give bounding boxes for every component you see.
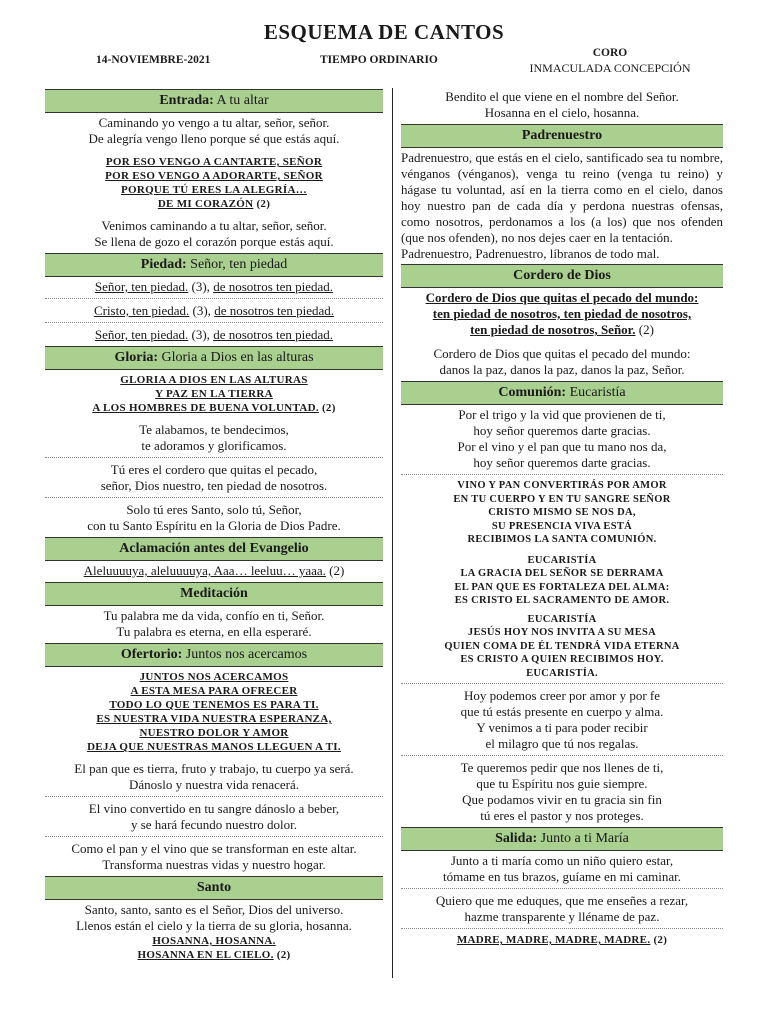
cordero-verse: Cordero de Dios que quitas el pecado del mundo: danos la paz, danos la paz, danos la paz, Señor. [433,346,691,377]
cordero-refrain: Cordero de Dios que quitas el pecado del mundo: ten piedad de nosotros, ten piedad de nosotros, ten piedad de nosotros, Señor. (2) [425,290,699,337]
salida-refrain: MADRE, MADRE, MADRE, MADRE. (2) [456,934,668,946]
gloria-refrain: GLORIA A DIOS EN LAS ALTURAS Y PAZ EN LA TIERRA A LOS HOMBRES DE BUENA VOLUNTAD. (2) [92,374,336,414]
choir-name: INMACULADA CONCEPCIÓN [529,61,691,75]
section-header-comunion: Comunión: Eucaristía [401,381,723,405]
comunion-refrain-2: EUCARISTÍA LA GRACIA DEL SEÑOR SE DERRAMA EL PAN QUE ES FORTALEZA DEL ALMA: ES CRISTO EL SACRAMENTO DE AMOR. [454,554,670,606]
section-header-ofertorio: Ofertorio: Juntos nos acercamos [45,643,383,667]
gloria-verse-2: Tú eres el cordero que quitas el pecado, señor, Dios nuestro, ten piedad de nosotros. [45,458,383,498]
santo-refrain: HOSANNA, HOSANNA. HOSANNA EN EL CIELO. (2) [137,935,291,961]
salida-verse-1: Junto a ti maría como un niño quiero estar, tómame en tus brazos, guíame en mi caminar. [401,851,723,889]
entrada-verse-1: Caminando yo vengo a tu altar, señor, señor. De alegría vengo lleno porque sé que estás aquí. [88,115,340,146]
left-column [45,89,383,965]
comunion-verse-1: Por el trigo y la vid que provienen de ti, hoy señor queremos darte gracias. Por el vino y el pan que tu mano nos da, hoy señor queremos darte gracias. [401,405,723,475]
ofertorio-verse-1: El pan que es tierra, fruto y trabajo, tu cuerpo ya será. Dánoslo y nuestra vida renacerá. [45,757,383,797]
section-header-piedad: Piedad: Señor, ten piedad [45,253,383,277]
comunion-refrain-1: VINO Y PAN CONVERTIRÁS POR AMOR EN TU CUERPO Y EN TU SANGRE SEÑOR CRISTO MISMO SE NOS DA, SU PRESENCIA VIVA ESTÁ RECIBIMOS LA SANTA COMUNIÓN. [453,480,671,545]
entrada-refrain: POR ESO VENGO A CANTARTE, SEÑOR POR ESO VENGO A ADORARTE, SEÑOR PORQUE TÚ ERES LA ALEGRÍA… DE MI CORAZÓN (2) [105,156,323,210]
aclamacion-text: Aleluuuuya, aleluuuuya, Aaa… leeluu… yaaa. (2) [83,563,345,578]
piedad-line-1: Señor, ten piedad. (3), de nosotros ten piedad. [45,277,383,299]
section-header-salida: Salida: Junto a ti María [401,827,723,851]
section-header-cordero: Cordero de Dios [401,264,723,288]
gloria-verse-1: Te alabamos, te bendecimos, te adoramos y glorificamos. [45,418,383,458]
column-divider [392,88,393,978]
padrenuestro-text: Padrenuestro, que estás en el cielo, santificado sea tu nombre, vénganos (vénganos), venga tu reino (venga tu reino) y hágase tu voluntad, así en la tierra como en el cielo, danos hoy nuestro pan de cada día y perdona nuestras ofensas, como nosotros, perdonamos a los (a los) que nos ofenden (que nos ofenden), no nos dejes caer en la tentación. Padrenuestro, Padrenuestro, líbranos de todo mal. [401,150,723,261]
choir-info [505,46,715,76]
section-header-gloria: Gloria: Gloria a Dios en las alturas [45,346,383,370]
ofertorio-verse-3: Como el pan y el vino que se transforman en este altar. Transforma nuestras vidas y nuestro hogar. [71,841,357,872]
gloria-verse-3: Solo tú eres Santo, solo tú, Señor, con tu Santo Espíritu en la Gloria de Dios Padre. [87,502,341,533]
section-header-padrenuestro: Padrenuestro [401,124,723,148]
piedad-line-3: Señor, ten piedad. (3), de nosotros ten piedad. [94,327,334,342]
comunion-refrain-3: EUCARISTÍA JESÚS HOY NOS INVITA A SU MESA QUIEN COMA DE ÉL TENDRÁ VIDA ETERNA ES CRISTO A QUIEN RECIBIMOS HOY. EUCARISTÍA. [401,611,723,685]
piedad-line-2: Cristo, ten piedad. (3), de nosotros ten piedad. [45,299,383,323]
section-header-santo: Santo [45,876,383,900]
section-header-meditacion: Meditación [45,582,383,606]
ofertorio-refrain: JUNTOS NOS ACERCAMOS A ESTA MESA PARA OFRECER TODO LO QUE TENEMOS ES PARA TI. ES NUESTRA VIDA NUESTRA ESPERANZA, NUESTRO DOLOR Y AMOR DEJA QUE NUESTRAS MANOS LLEGUEN A TI. [87,671,341,753]
ofertorio-verse-2: El vino convertido en tu sangre dánoslo a beber, y se hará fecundo nuestro dolor. [45,797,383,837]
comunion-verse-2: Hoy podemos creer por amor y por fe que tú estás presente en cuerpo y alma. Y venimos a ti para poder recibir el milagro que tú nos regalas. [401,684,723,756]
choir-label: CORO [592,47,628,59]
entrada-verse-2: Venimos caminando a tu altar, señor, señor. Se llena de gozo el corazón porque estás aquí. [94,218,334,249]
section-header-entrada: Entrada: A tu altar [45,89,383,113]
page-title: ESQUEMA DE CANTOS [263,20,505,44]
liturgical-season: TIEMPO ORDINARIO [320,54,438,66]
mass-date: 14-NOVIEMBRE-2021 [96,54,211,66]
santo-continuation: Bendito el que viene en el nombre del Señor. Hosanna en el cielo, hosanna. [445,89,679,120]
comunion-verse-3: Te queremos pedir que nos llenes de ti, que tu Espíritu nos guie siempre. Que podamos vivir en tu gracia sin fin tú eres el pastor y nos proteges. [460,760,664,823]
section-header-aclamacion: Aclamación antes del Evangelio [45,537,383,561]
meditacion-text: Tu palabra me da vida, confío en ti, Señor. Tu palabra es eterna, en ella esperaré. [103,608,325,639]
santo-text: Santo, santo, santo es el Señor, Dios del universo. Llenos están el cielo y la tierra de su gloria, hosanna. [76,902,352,933]
salida-verse-2: Quiero que me eduques, que me enseñes a rezar, hazme transparente y lléname de paz. [401,889,723,929]
right-column [401,89,723,950]
